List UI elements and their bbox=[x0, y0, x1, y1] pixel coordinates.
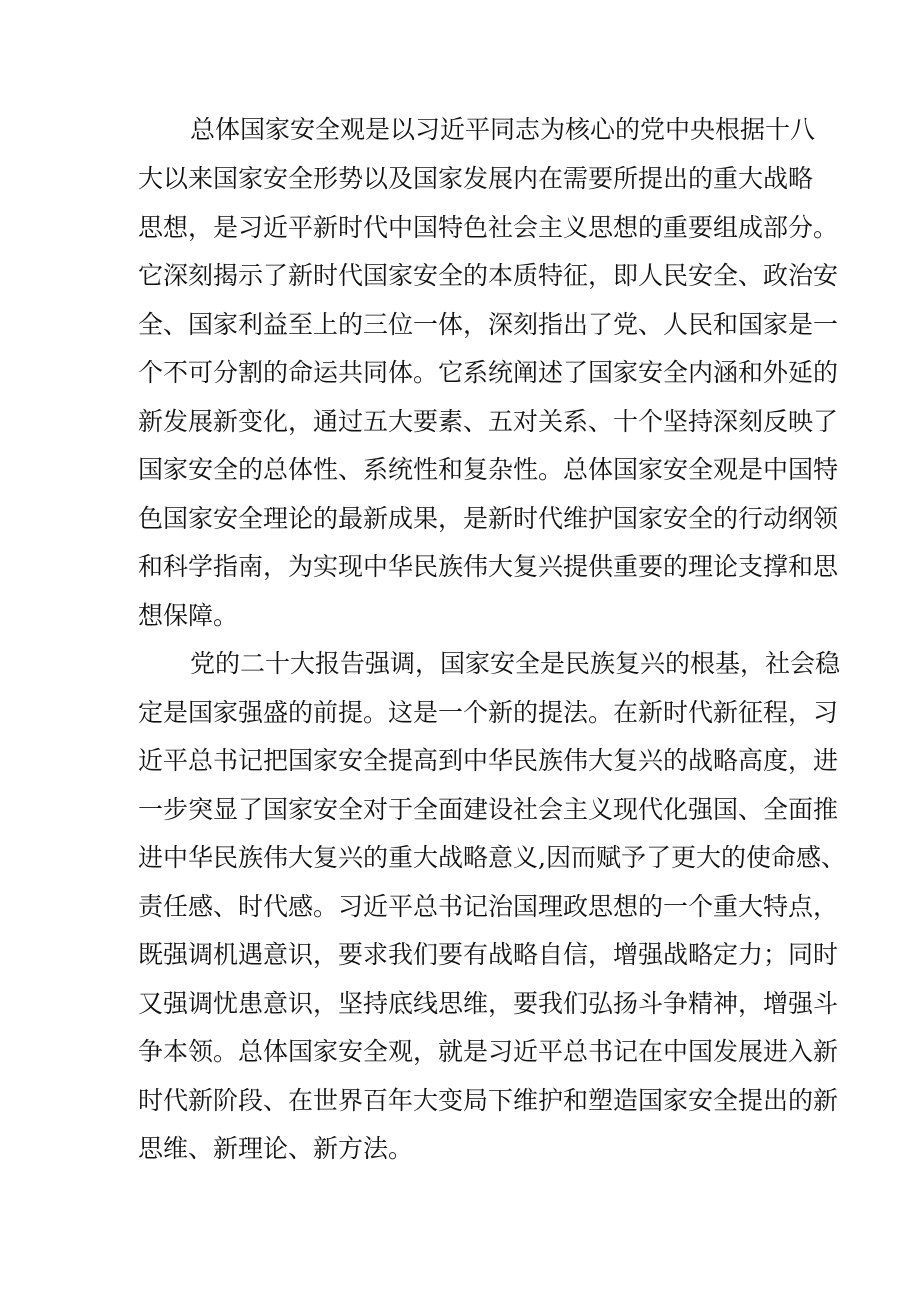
paragraph-line: 争本领。总体国家安全观，就是习近平总书记在中国发展进入新 bbox=[138, 1037, 839, 1066]
paragraph-line: 定是国家强盛的前提。这是一个新的提法。在新时代新征程，习 bbox=[138, 698, 839, 727]
paragraph-line: 全、国家利益至上的三位一体，深刻指出了党、人民和国家是一 bbox=[138, 310, 839, 339]
paragraph-line: 思维、新理论、新方法。 bbox=[138, 1134, 414, 1163]
paragraph-line: 思想，是习近平新时代中国特色社会主义思想的重要组成部分。 bbox=[138, 213, 839, 242]
paragraph-line: 近平总书记把国家安全提高到中华民族伟大复兴的战略高度，进 bbox=[138, 746, 839, 775]
paragraph-line: 党的二十大报告强调，国家安全是民族复兴的根基，社会稳 bbox=[190, 649, 841, 678]
paragraph-line: 时代新阶段、在世界百年大变局下维护和塑造国家安全提出的新 bbox=[138, 1086, 839, 1115]
paragraph-line: 大以来国家安全形势以及国家发展内在需要所提出的重大战略 bbox=[138, 164, 814, 193]
paragraph-line: 和科学指南，为实现中华民族伟大复兴提供重要的理论支撑和思 bbox=[138, 552, 839, 581]
paragraph-line: 它深刻揭示了新时代国家安全的本质特征，即人民安全、政治安 bbox=[138, 261, 839, 290]
paragraph-line: 进中华民族伟大复兴的重大战略意义,因而赋予了更大的使命感、 bbox=[138, 843, 846, 872]
paragraph-line: 色国家安全理论的最新成果，是新时代维护国家安全的行动纲领 bbox=[138, 504, 839, 533]
paragraph-line: 责任感、时代感。习近平总书记治国理政思想的一个重大特点， bbox=[138, 892, 839, 921]
paragraph-line: 一步突显了国家安全对于全面建设社会主义现代化强国、全面推 bbox=[138, 795, 839, 824]
paragraph-line: 新发展新变化，通过五大要素、五对关系、十个坚持深刻反映了 bbox=[138, 407, 839, 436]
paragraph-line: 个不可分割的命运共同体。它系统阐述了国家安全内涵和外延的 bbox=[138, 358, 839, 387]
paragraph-line: 想保障。 bbox=[138, 601, 239, 630]
paragraph-line: 既强调机遇意识，要求我们要有战略自信，增强战略定力；同时 bbox=[138, 940, 839, 969]
paragraph-line: 总体国家安全观是以习近平同志为核心的党中央根据十八 bbox=[190, 115, 816, 144]
paragraph-line: 又强调忧患意识，坚持底线思维，要我们弘扬斗争精神，增强斗 bbox=[138, 989, 839, 1018]
paragraph-line: 国家安全的总体性、系统性和复杂性。总体国家安全观是中国特 bbox=[138, 455, 839, 484]
